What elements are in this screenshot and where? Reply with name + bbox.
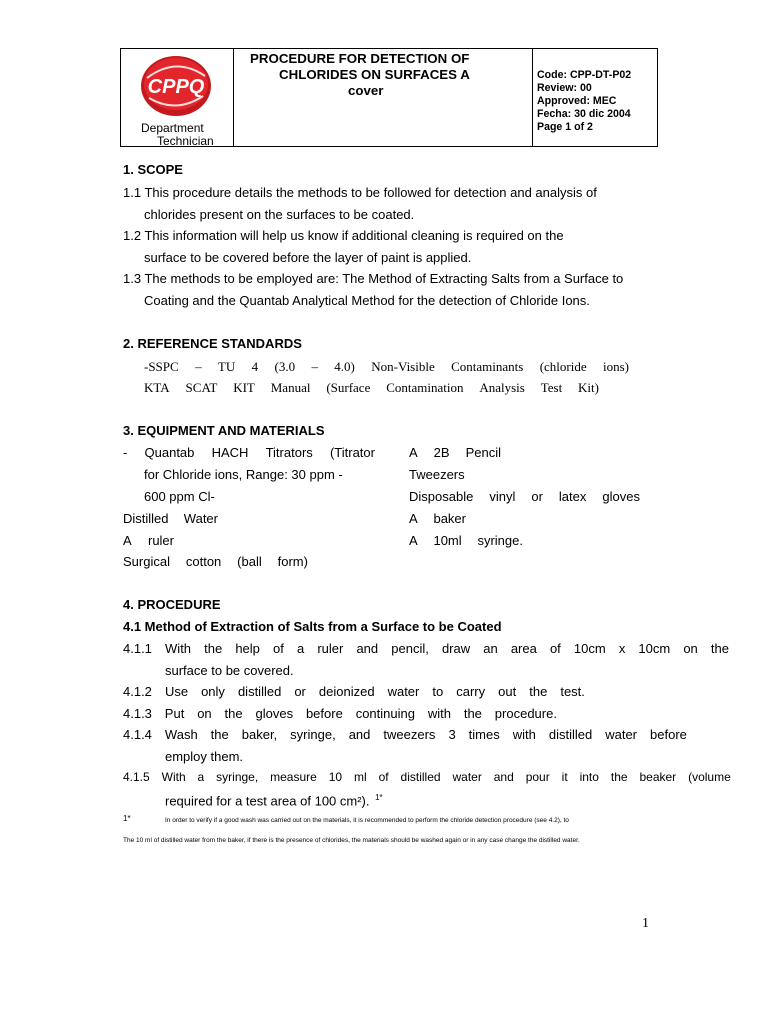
title-line2: CHLORIDES ON SURFACES A [279, 67, 470, 82]
procedure-heading: 4. PROCEDURE [123, 597, 221, 612]
equipment-heading: 3. EQUIPMENT AND MATERIALS [123, 423, 325, 438]
page-number: 1 [642, 916, 649, 931]
title-line3: cover [348, 83, 384, 98]
doc-page: Page 1 of 2 [537, 121, 593, 133]
doc-date: Fecha: 30 dic 2004 [537, 108, 631, 120]
step-4-1-3: 4.1.3 Put on the gloves before continuing with the procedure. [123, 706, 557, 721]
step-4-1-1-cont: surface to be covered. [165, 663, 294, 678]
document-meta [537, 69, 631, 134]
department-line2: Technician [157, 134, 214, 148]
step-4-1-4-cont: employ them. [165, 749, 244, 764]
scope-heading: 1. SCOPE [123, 162, 183, 177]
equipment-left-2: for Chloride ions, Range: 30 ppm - [144, 467, 343, 482]
logo-text: CPPQ [147, 76, 205, 98]
step-4-1-4: 4.1.4 Wash the baker, syringe, and tweezers 3 times with distilled water before [123, 727, 687, 742]
scope-1-2-cont: surface to be covered before the layer of paint is applied. [144, 250, 472, 265]
equipment-right-2: Tweezers [409, 467, 465, 482]
header-divider [532, 49, 533, 146]
reference-line-1: -SSPC – TU 4 (3.0 – 4.0) Non-Visible Contaminants (chloride ions) [144, 359, 629, 374]
equipment-left-3: 600 ppm Cl- [144, 489, 215, 504]
equipment-right-3: Disposable vinyl or latex gloves [409, 489, 640, 504]
document-header [120, 48, 658, 147]
procedure-subheading: 4.1 Method of Extraction of Salts from a Surface to be Coated [123, 619, 502, 634]
footnote-marker: 1* [123, 814, 131, 823]
footnote-line-1: In order to verify if a good wash was carried out on the materials, it is recommended to perform the chloride detection procedure (see 4.2), to [165, 817, 569, 824]
step-4-1-2: 4.1.2 Use only distilled or deionized water to carry out the test. [123, 684, 585, 699]
equipment-left-1: - Quantab HACH Titrators (Titrator [123, 445, 375, 460]
footnote-line-2: The 10 ml of distilled water from the baker, if there is the presence of chlorides, the materials should be washed again or in any case change the distilled water. [123, 837, 580, 844]
equipment-right-5: A 10ml syringe. [409, 533, 523, 548]
doc-approved: Approved: MEC [537, 95, 617, 107]
header-divider [233, 49, 234, 146]
equipment-right-1: A 2B Pencil [409, 445, 501, 460]
step-4-1-5-cont: required for a test area of 100 cm²). $^{1*}$ [165, 793, 383, 809]
equipment-right-4: A baker [409, 511, 466, 526]
scope-1-1-cont: chlorides present on the surfaces to be coated. [144, 207, 415, 222]
reference-line-2: KTA SCAT KIT Manual (Surface Contamination Analysis Test Kit) [144, 380, 599, 395]
scope-1-3-cont: Coating and the Quantab Analytical Method for the detection of Chloride Ions. [144, 293, 590, 308]
title-line1: PROCEDURE FOR DETECTION OF [250, 51, 470, 66]
cppq-logo [139, 54, 214, 118]
step-4-1-5: 4.1.5 With a syringe, measure 10 ml of distilled water and pour it into the beaker (volume [123, 770, 731, 784]
doc-review: Review: 00 [537, 82, 592, 94]
doc-code: Code: CPP-DT-P02 [537, 69, 632, 81]
department-line1: Department [141, 121, 204, 135]
reference-heading: 2. REFERENCE STANDARDS [123, 336, 302, 351]
equipment-left-5: A ruler [123, 533, 174, 548]
equipment-left-4: Distilled Water [123, 511, 218, 526]
footnote-reference[interactable]: 1* [375, 793, 383, 802]
step-4-1-1: 4.1.1 With the help of a ruler and pencil, draw an area of 10cm x 10cm on the [123, 641, 729, 656]
scope-1-3: 1.3 The methods to be employed are: The Method of Extracting Salts from a Surface to [123, 271, 624, 286]
scope-1-2: 1.2 This information will help us know if additional cleaning is required on the [123, 228, 564, 243]
scope-1-1: 1.1 This procedure details the methods to be followed for detection and analysis of [123, 185, 597, 200]
equipment-left-6: Surgical cotton (ball form) [123, 554, 308, 569]
